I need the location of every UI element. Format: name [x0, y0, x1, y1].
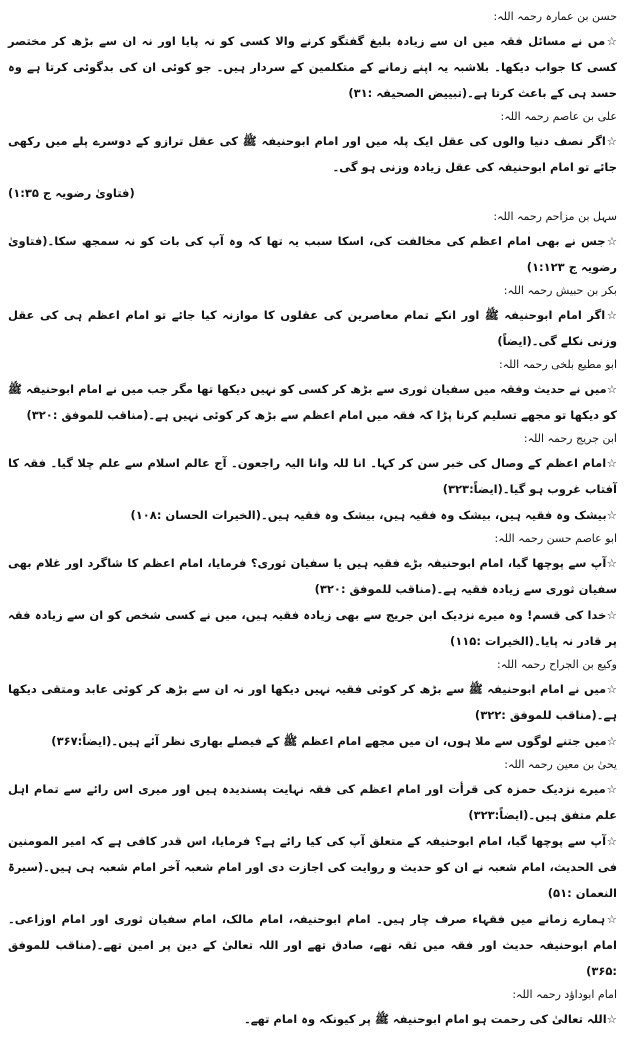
section-heading: حسن بن عمارہ رحمہ اللہ:: [493, 10, 617, 23]
quote-paragraph: ☆مں نے مسائل فقہ میں ان سے زیادہ بلیغ گفتگو کرنے والا کسی کو نہ پایا اور نہ ان سے بڑھ کر مختصر کسی کا جواب دیکھا۔ بلاشبہ یہ اپنے زمانے کے متکلمین کے سردار ہیں۔ جو کوئی ان کی بدگوئی کرتا ہے وہ حسد ہی کے باعث کرتا ہے۔(تبییض الصحیفہ :۳۱): [8, 34, 617, 100]
quote-paragraph: ☆آپ سے پوچھا گیا، امام ابوحنیفہ کے متعلق آپ کی کیا رائے ہے؟ فرمایا، اس قدر کافی ہے کہ امیر المومنین فی الحدیث، امام شعبہ نے ان کو حدیث و روایت کی اجازت دی اور امام شعبہ آخر امام شعبہ ہی ہیں۔(سیرۃ النعمان :۵۱): [8, 834, 617, 900]
section-abu-asim-hasan: [8, 528, 617, 654]
quote-paragraph: ☆بیشک وہ فقیہ ہیں، بیشک وہ فقیہ ہیں، بیشک وہ فقیہ ہیں۔(الخیرات الحسان :۱۰۸): [130, 508, 617, 522]
section-waki-bin-jarrah: [8, 654, 617, 754]
quote-paragraph: ☆جس نے بھی امام اعظم کی مخالفت کی، اسکا سبب یہ تھا کہ وہ آپ کی بات کو نہ سمجھ سکا۔(فتاویٰ رضویہ ج ۱:۱۲۳): [8, 234, 617, 274]
section-ali-bin-asim: [8, 106, 617, 206]
section-bakr-bin-hubaish: [8, 280, 617, 354]
section-heading: وکیع بن الجراح رحمہ اللہ:: [497, 658, 617, 671]
quote-paragraph: ☆میں نے امام ابوحنیفہ ﷺ سے بڑھ کر کوئی فقیہ نہیں دیکھا اور نہ ان سے بڑھ کر کوئی عابد ومتقی دیکھا ہے۔(مناقب للموفق :۳۲۲): [8, 682, 617, 722]
quote-paragraph: ☆میں نے حدیث وفقہ میں سفیان ثوری سے بڑھ کر کسی کو نہیں دیکھا تھا مگر جب میں نے امام ابوحنیفہ ﷺ کو دیکھا تو مجھے تسلیم کرنا پڑا کہ فقہ میں امام اعظم سے بڑھ کر کوئی نہیں ہے۔(مناقب للموفق :۳۲۰): [8, 382, 618, 422]
section-heading: یحیٰ بن معین رحمہ اللہ:: [504, 758, 617, 771]
section-heading: ابو عاصم حسن رحمہ اللہ:: [494, 532, 617, 545]
quote-paragraph: ☆آپ سے پوچھا گیا، امام ابوحنیفہ بڑے فقیہ ہیں یا سفیان ثوری؟ فرمایا، امام اعظم کا شاگرد اور غلام بھی سفیان ثوری سے زیادہ فقیہ ہے۔(مناقب للموفق :۳۲۰): [8, 556, 617, 596]
section-imam-abu-dawud: [8, 984, 617, 1032]
section-heading: ابو مطیع بلخی رحمہ اللہ:: [499, 358, 617, 371]
section-heading: امام ابوداؤد رحمہ اللہ:: [512, 988, 617, 1001]
quote-paragraph: ☆خدا کی قسم! وہ میرے نزدیک ابن جریج سے بھی زیادہ فقیہ ہیں، میں نے کسی شخص کو ان سے زیادہ فقہ پر قادر نہ پایا۔(الخیرات :۱۱۵): [8, 608, 617, 648]
quote-paragraph: ☆اگر امام ابوحنیفہ ﷺ اور انکے تمام معاصرین کی عقلوں کا موازنہ کیا جائے تو امام اعظم ہی کی عقل وزنی نکلے گی۔(ایضاً): [8, 308, 617, 348]
section-heading: سہل بن مزاحم رحمہ اللہ:: [493, 210, 617, 223]
section-heading: علی بن عاصم رحمہ اللہ:: [500, 110, 617, 123]
section-hasan-bin-umara: [8, 6, 617, 106]
quote-paragraph: ☆ہمارے زمانے میں فقہاء صرف چار ہیں۔ امام ابوحنیفہ، امام مالک، امام سفیان ثوری اور امام اوزاعی۔ امام ابوحنیفہ حدیث اور فقہ میں ثقہ تھے، صادق تھے اور اللہ تعالیٰ کے دین پر امین تھے۔(مناقب للموفق :۳۶۵): [8, 912, 617, 978]
quote-paragraph: ☆میں جتنے لوگوں سے ملا ہوں، ان میں مجھے امام اعظم ﷺ کے فیصلے بھاری نظر آئے ہیں۔(ایضاً:۳۶۷): [51, 734, 617, 748]
quote-paragraph: ☆اگر نصف دنیا والوں کی عقل ایک پلہ میں اور امام ابوحنیفہ ﷺ کی عقل ترازو کے دوسرے پلے میں رکھی جائے تو امام ابوحنیفہ کی عقل زیادہ وزنی ہو گی۔: [8, 134, 617, 174]
section-ibn-jurayj: [8, 428, 617, 528]
quote-paragraph: ☆امام اعظم کے وصال کی خبر سن کر کہا۔ انا للہ وانا الیہ راجعون۔ آج عالم اسلام سے علم چلا گیا۔ فقہ کا آفتاب غروب ہو گیا۔(ایضاً:۳۲۳): [8, 456, 617, 496]
section-yahya-bin-maeen: [8, 754, 617, 984]
section-abu-muti-balkhi: [8, 354, 617, 428]
quote-paragraph: ☆میرے نزدیک حمزہ کی قرأت اور امام اعظم کی فقہ نہایت پسندیدہ ہیں اور میری اس رائے سے تمام اہل علم متفق ہیں۔(ایضاً:۳۲۳): [8, 782, 617, 822]
section-heading: بکر بن حبیش رحمہ اللہ:: [503, 284, 617, 297]
quote-paragraph: ☆اللہ تعالیٰ کی رحمت ہو امام ابوحنیفہ ﷺ پر کیونکہ وہ امام تھے۔: [244, 1012, 617, 1026]
section-heading: ابن جریج رحمہ اللہ:: [523, 432, 617, 445]
citation: (فتاویٰ رضویہ ج ۱:۳۵): [8, 186, 135, 200]
section-sahl-bin-muzahim: [8, 206, 617, 280]
